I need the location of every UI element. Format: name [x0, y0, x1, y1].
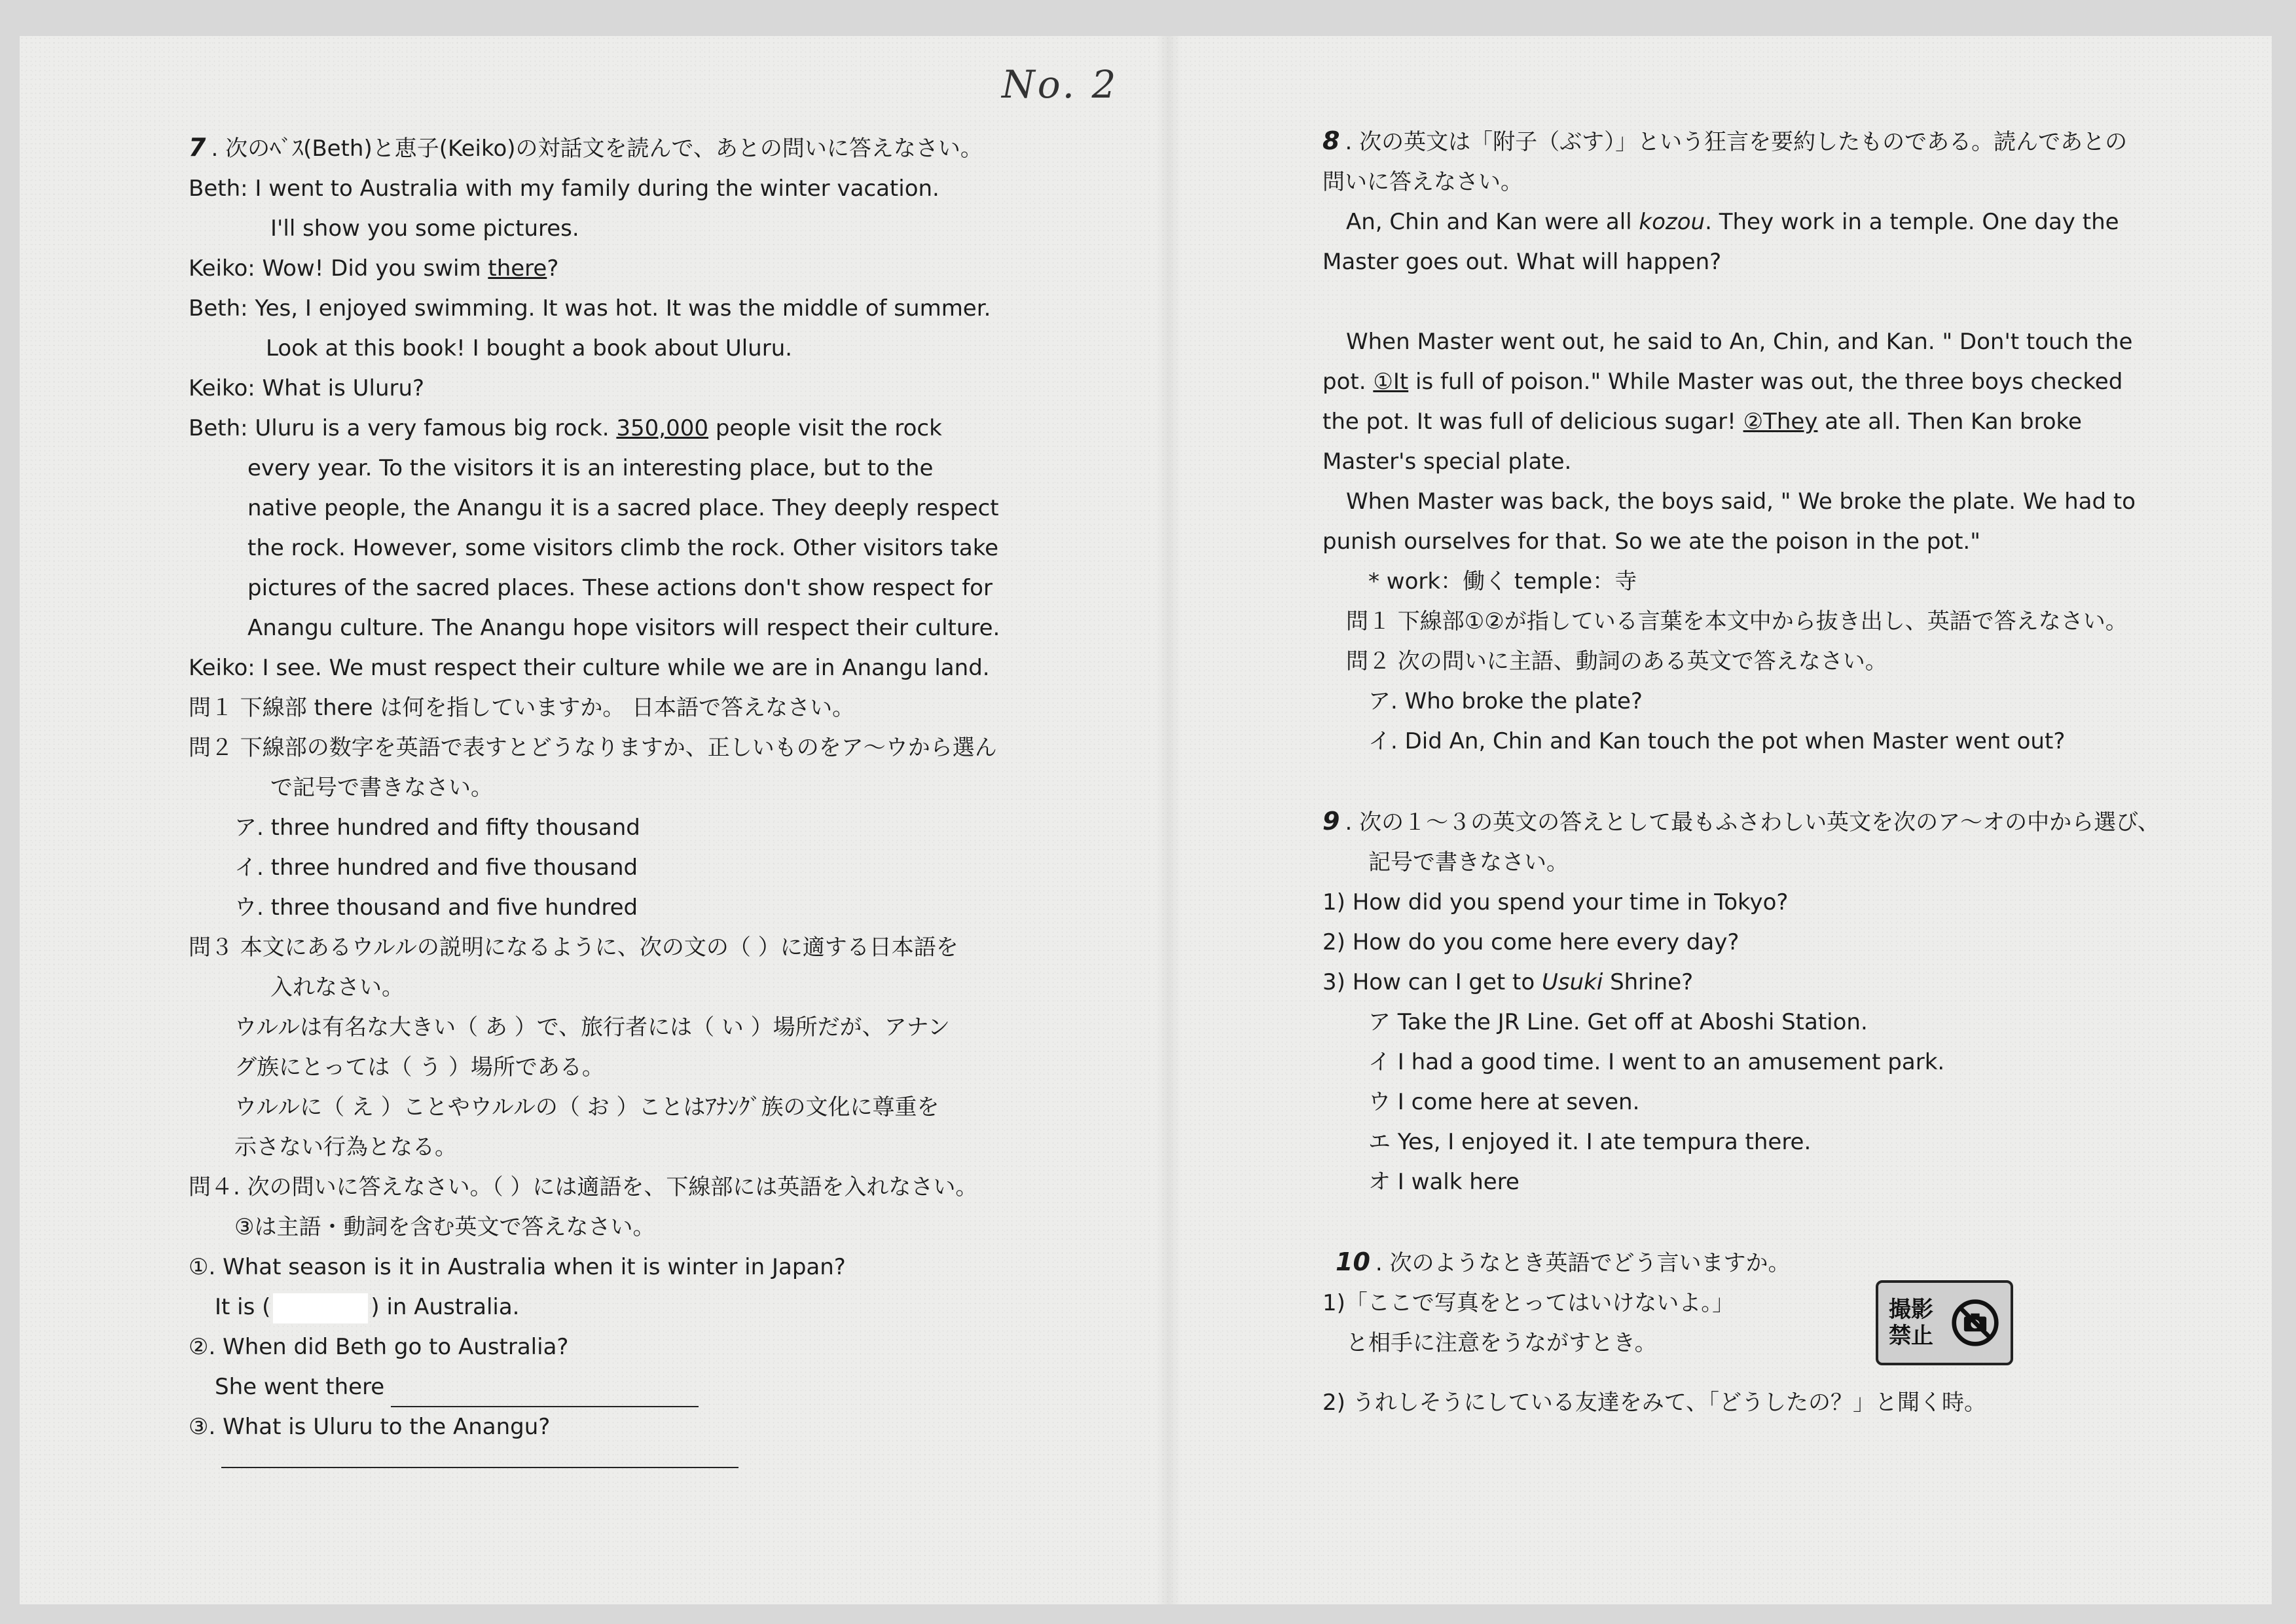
- passage-line: When Master was back, the boys said, " We broke the plate. We had to: [1346, 489, 2136, 515]
- no-camera-icon: [1950, 1298, 2000, 1348]
- dialogue-line: Keiko: I see. We must respect their culture while we are in Anangu land.: [189, 655, 990, 681]
- q7-question-4: 問４. 次の問いに答えなさい。（ ）には適語を、下線部には英語を入れなさい。: [189, 1174, 978, 1200]
- q7-heading: 7 . 次のﾍﾞｽ(Beth)と恵子(Keiko)の対話文を読んで、あとの問いに答えなさい。: [189, 133, 983, 162]
- glossary: * work：働く temple：寺: [1368, 568, 1637, 595]
- option-item: ア. three hundred and fifty thousand: [234, 815, 640, 841]
- q9-option: エ Yes, I enjoyed it. I ate tempura there.: [1368, 1129, 1812, 1155]
- q9-heading-cont: 記号で書きなさい。: [1368, 849, 1569, 876]
- q8-heading-cont: 問いに答えなさい。: [1322, 169, 1523, 195]
- q9-option: イ I had a good time. I went to an amusement park.: [1368, 1049, 1945, 1075]
- page-fold: [1156, 36, 1182, 1604]
- sub-question: ③. What is Uluru to the Anangu?: [189, 1414, 551, 1440]
- dialogue-line: Beth: Yes, I enjoyed swimming. It was hot. It was the middle of summer.: [189, 295, 991, 322]
- passage-line: An, Chin and Kan were all kozou. They work in a temple. One day the: [1346, 209, 2119, 235]
- answer-blank[interactable]: [221, 1447, 738, 1468]
- passage-line: punish ourselves for that. So we ate the poison in the pot.": [1322, 528, 1980, 555]
- q7-question-2: 問２ 下線部の数字を英語で表すとどうなりますか、正しいものをア～ウから選ん: [189, 735, 997, 761]
- q8-question-1: 問１ 下線部①②が指している言葉を本文中から抜き出し、英語で答えなさい。: [1346, 608, 2128, 635]
- fill-sentence: グ族にとっては（ う ）場所である。: [234, 1054, 604, 1080]
- passage-line: the pot. It was full of delicious sugar! ②They ate all. Then Kan broke: [1322, 409, 2082, 435]
- q9-item: 3) How can I get to Usuki Shrine?: [1322, 969, 1694, 995]
- q9-item: 2) How do you come here every day?: [1322, 929, 1740, 955]
- no-photography-badge: [1876, 1280, 2013, 1365]
- q10-item: 2) うれしそうにしている友達をみて、「どうしたの？」と聞く時。: [1322, 1390, 1987, 1416]
- sub-question: ②. When did Beth go to Australia?: [189, 1334, 569, 1360]
- answer-blank[interactable]: [391, 1384, 699, 1407]
- fill-sentence: ウルルに（ え ）ことやウルルの（ お ）ことはｱﾅﾝｸﾞ族の文化に尊重を: [234, 1094, 939, 1120]
- dialogue-line: Beth: I went to Australia with my family during the winter vacation.: [189, 175, 939, 202]
- q8-heading: 8 . 次の英文は「附子（ぶす）」という狂言を要約したものである。読んであとの: [1322, 126, 2128, 155]
- dialogue-line: Keiko: Wow! Did you swim there?: [189, 255, 559, 282]
- option-item: イ. three hundred and five thousand: [234, 855, 638, 881]
- dialogue-line: Look at this book! I bought a book about Uluru.: [266, 335, 793, 361]
- q9-option: ア Take the JR Line. Get off at Aboshi Station.: [1368, 1009, 1868, 1035]
- question-7-section: [189, 128, 1118, 1468]
- badge-line-2: 禁止: [1889, 1323, 1933, 1349]
- answer-line: She went there: [189, 1367, 1118, 1407]
- badge-line-1: 撮影: [1889, 1297, 1933, 1323]
- q10-item-cont: と相手に注意をうながすとき。: [1346, 1330, 1657, 1356]
- sub-question: ア. Who broke the plate?: [1368, 688, 1643, 714]
- dialogue-line: pictures of the sacred places. These actions don't show respect for: [247, 575, 993, 601]
- q10-item: 1)「ここで写真をとってはいけないよ。」: [1322, 1290, 1735, 1316]
- q7-question-1: 問１ 下線部 there は何を指していますか。 日本語で答えなさい。: [189, 695, 855, 721]
- dialogue-line: Keiko: What is Uluru?: [189, 375, 425, 401]
- fill-sentence: 示さない行為となる。: [234, 1134, 457, 1160]
- dialogue-line: every year. To the visitors it is an interesting place, but to the: [247, 455, 934, 481]
- passage-line: Master's special plate.: [1322, 449, 1572, 475]
- option-item: ウ. three thousand and five hundred: [234, 895, 638, 921]
- q8-number: 8: [1322, 126, 1340, 155]
- dialogue-line: native people, the Anangu it is a sacred place. They deeply respect: [247, 495, 999, 521]
- q9-option: ウ I come here at seven.: [1368, 1089, 1640, 1115]
- dialogue-line: Anangu culture. The Anangu hope visitors will respect their culture.: [247, 615, 1000, 641]
- passage-line: pot. ①It is full of poison." While Master was out, the three boys checked: [1322, 369, 2123, 395]
- q9-heading: 9 . 次の１～３の英文の答えとして最もふさわしい英文を次のア～オの中から選び、: [1322, 807, 2160, 836]
- q7-question-3: 問３ 本文にあるウルルの説明になるように、次の文の（ ）に適する日本語を: [189, 934, 958, 961]
- sub-question: ①. What season is it in Australia when it is winter in Japan?: [189, 1254, 846, 1280]
- question-8-section: [1322, 121, 2213, 1423]
- passage-line: Master goes out. What will happen?: [1322, 249, 1722, 275]
- q9-option: オ I walk here: [1368, 1169, 1520, 1195]
- fill-sentence: ウルルは有名な大きい（ あ ）で、旅行者には（ い ）場所だが、アナン: [234, 1014, 950, 1041]
- underlined-it: ①It: [1373, 369, 1409, 395]
- q7-number: 7: [189, 133, 206, 162]
- q7-question-4-cont: ③は主語・動詞を含む英文で答えなさい。: [234, 1214, 655, 1240]
- dialogue-line: the rock. However, some visitors climb the rock. Other visitors take: [247, 535, 999, 561]
- q9-item: 1) How did you spend your time in Tokyo?: [1322, 889, 1789, 915]
- q9-number: 9: [1322, 807, 1340, 836]
- q10-heading: 10 . 次のようなとき英語でどう言いますか。: [1336, 1247, 1791, 1276]
- page-number: No. 2: [1002, 62, 1119, 107]
- passage-line: When Master went out, he said to An, Chin, and Kan. " Don't touch the: [1346, 329, 2133, 355]
- redacted-box: [273, 1293, 368, 1323]
- sub-question: イ. Did An, Chin and Kan touch the pot when Master went out?: [1368, 728, 2066, 754]
- underlined-they: ②They: [1743, 409, 1818, 435]
- q8-question-2: 問２ 次の問いに主語、動詞のある英文で答えなさい。: [1346, 648, 1887, 674]
- underlined-number: 350,000: [616, 415, 709, 441]
- worksheet-page: [20, 36, 2272, 1604]
- dialogue-line: I'll show you some pictures.: [270, 215, 579, 242]
- answer-line: It is ( ) in Australia.: [189, 1287, 1118, 1327]
- q7-question-3-cont: 入れなさい。: [270, 974, 404, 1001]
- q10-number: 10: [1336, 1247, 1370, 1276]
- underlined-there: there: [488, 255, 547, 282]
- q7-question-2-cont: で記号で書きなさい。: [270, 775, 493, 801]
- dialogue-line: Beth: Uluru is a very famous big rock. 350,000 people visit the rock: [189, 415, 942, 441]
